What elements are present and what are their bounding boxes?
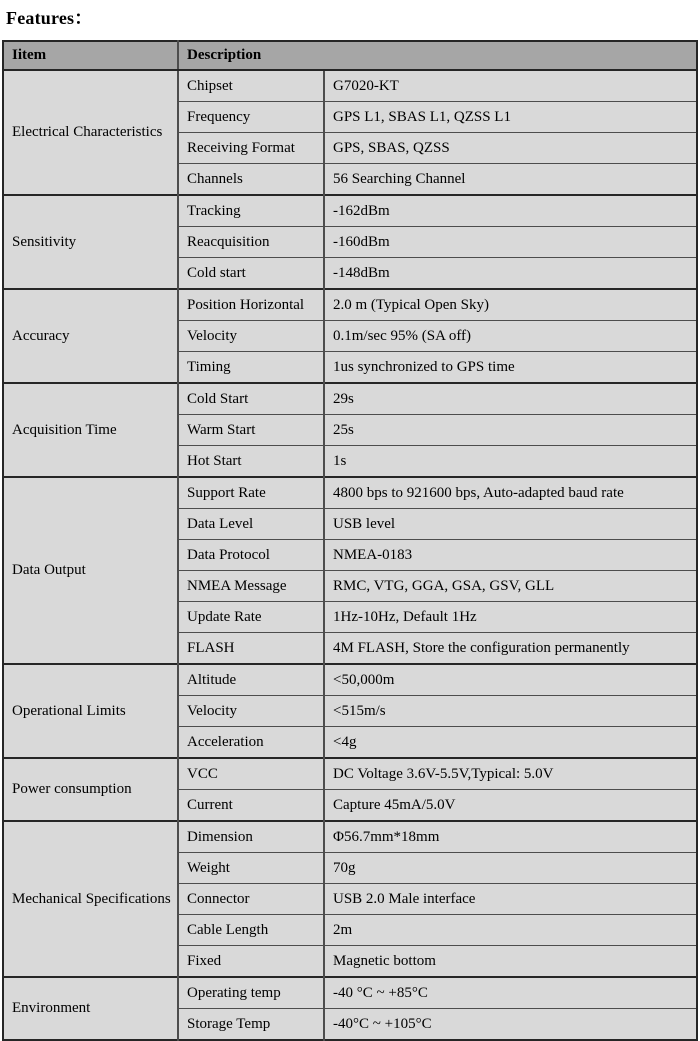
features-table bbox=[2, 40, 698, 1041]
value-cell: Magnetic bottom bbox=[324, 946, 697, 978]
value-cell: -40 °C ~ +85°C bbox=[324, 977, 697, 1009]
value-cell: NMEA-0183 bbox=[324, 540, 697, 571]
value-cell: <515m/s bbox=[324, 696, 697, 727]
value-cell: Φ56.7mm*18mm bbox=[324, 821, 697, 853]
item-cell: Hot Start bbox=[178, 446, 324, 478]
item-cell: Warm Start bbox=[178, 415, 324, 446]
item-cell: Operating temp bbox=[178, 977, 324, 1009]
spec-row bbox=[3, 70, 697, 102]
value-cell: 2.0 m (Typical Open Sky) bbox=[324, 289, 697, 321]
page-title: Features： bbox=[6, 8, 93, 28]
item-cell: Data Protocol bbox=[178, 540, 324, 571]
value-cell: GPS L1, SBAS L1, QZSS L1 bbox=[324, 102, 697, 133]
value-cell: 2m bbox=[324, 915, 697, 946]
category-cell: Sensitivity bbox=[3, 195, 178, 289]
table-header-row bbox=[3, 41, 697, 70]
value-cell: 4M FLASH, Store the configuration permanently bbox=[324, 633, 697, 665]
item-cell: Support Rate bbox=[178, 477, 324, 509]
value-cell: 29s bbox=[324, 383, 697, 415]
category-cell: Electrical Characteristics bbox=[3, 70, 178, 195]
item-cell: Current bbox=[178, 790, 324, 822]
spec-row bbox=[3, 821, 697, 853]
value-cell: 70g bbox=[324, 853, 697, 884]
column-header-description: Description bbox=[178, 41, 697, 70]
spec-row bbox=[3, 664, 697, 696]
value-cell: GPS, SBAS, QZSS bbox=[324, 133, 697, 164]
value-cell: 1us synchronized to GPS time bbox=[324, 352, 697, 384]
item-cell: Chipset bbox=[178, 70, 324, 102]
item-cell: Fixed bbox=[178, 946, 324, 978]
spec-row bbox=[3, 195, 697, 227]
value-cell: <50,000m bbox=[324, 664, 697, 696]
value-cell: 0.1m/sec 95% (SA off) bbox=[324, 321, 697, 352]
category-cell: Operational Limits bbox=[3, 664, 178, 758]
item-cell: VCC bbox=[178, 758, 324, 790]
value-cell: -148dBm bbox=[324, 258, 697, 290]
item-cell: Update Rate bbox=[178, 602, 324, 633]
category-cell: Mechanical Specifications bbox=[3, 821, 178, 977]
spec-row bbox=[3, 383, 697, 415]
value-cell: G7020-KT bbox=[324, 70, 697, 102]
value-cell: -162dBm bbox=[324, 195, 697, 227]
item-cell: FLASH bbox=[178, 633, 324, 665]
value-cell: 56 Searching Channel bbox=[324, 164, 697, 196]
item-cell: Channels bbox=[178, 164, 324, 196]
item-cell: Cold start bbox=[178, 258, 324, 290]
item-cell: Frequency bbox=[178, 102, 324, 133]
spec-row bbox=[3, 758, 697, 790]
value-cell: <4g bbox=[324, 727, 697, 759]
value-cell: Capture 45mA/5.0V bbox=[324, 790, 697, 822]
value-cell: 1s bbox=[324, 446, 697, 478]
item-cell: Dimension bbox=[178, 821, 324, 853]
item-cell: Storage Temp bbox=[178, 1009, 324, 1041]
value-cell: RMC, VTG, GGA, GSA, GSV, GLL bbox=[324, 571, 697, 602]
value-cell: 4800 bps to 921600 bps, Auto-adapted baud rate bbox=[324, 477, 697, 509]
value-cell: -160dBm bbox=[324, 227, 697, 258]
spec-row bbox=[3, 977, 697, 1009]
item-cell: Connector bbox=[178, 884, 324, 915]
value-cell: -40°C ~ +105°C bbox=[324, 1009, 697, 1041]
column-header-item: Iitem bbox=[3, 41, 178, 70]
spec-row bbox=[3, 289, 697, 321]
item-cell: Tracking bbox=[178, 195, 324, 227]
value-cell: 25s bbox=[324, 415, 697, 446]
value-cell: DC Voltage 3.6V-5.5V,Typical: 5.0V bbox=[324, 758, 697, 790]
item-cell: NMEA Message bbox=[178, 571, 324, 602]
item-cell: Cold Start bbox=[178, 383, 324, 415]
item-cell: Weight bbox=[178, 853, 324, 884]
item-cell: Receiving Format bbox=[178, 133, 324, 164]
item-cell: Timing bbox=[178, 352, 324, 384]
item-cell: Altitude bbox=[178, 664, 324, 696]
item-cell: Velocity bbox=[178, 321, 324, 352]
category-cell: Power consumption bbox=[3, 758, 178, 821]
category-cell: Accuracy bbox=[3, 289, 178, 383]
category-cell: Environment bbox=[3, 977, 178, 1040]
item-cell: Reacquisition bbox=[178, 227, 324, 258]
value-cell: USB level bbox=[324, 509, 697, 540]
value-cell: USB 2.0 Male interface bbox=[324, 884, 697, 915]
item-cell: Position Horizontal bbox=[178, 289, 324, 321]
item-cell: Data Level bbox=[178, 509, 324, 540]
item-cell: Velocity bbox=[178, 696, 324, 727]
category-cell: Acquisition Time bbox=[3, 383, 178, 477]
category-cell: Data Output bbox=[3, 477, 178, 664]
item-cell: Acceleration bbox=[178, 727, 324, 759]
item-cell: Cable Length bbox=[178, 915, 324, 946]
spec-row bbox=[3, 477, 697, 509]
value-cell: 1Hz-10Hz, Default 1Hz bbox=[324, 602, 697, 633]
